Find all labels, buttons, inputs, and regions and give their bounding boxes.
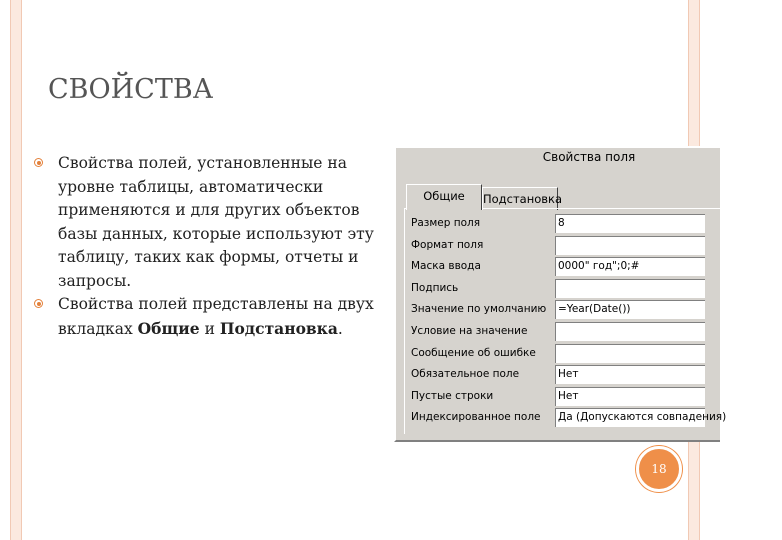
bullet-icon — [34, 299, 43, 308]
left-decorative-stripe — [10, 0, 22, 540]
property-value-field[interactable]: 0000" год";0;# — [555, 257, 705, 276]
bullet-bold-lookup: Подстановка — [219, 318, 338, 338]
bullet-text-1: Свойства полей, установленные на уровне таблицы, автоматически применяются и для других объектов базы данных, которые используют эту таблицу, таких как формы, отчеты и запросы. — [58, 154, 374, 290]
property-value-field[interactable]: Да (Допускаются совпадения) — [555, 408, 705, 427]
property-value-field[interactable] — [555, 279, 705, 298]
property-row-validation-text — [409, 343, 723, 365]
bullet-text-2-end: . — [337, 319, 343, 338]
property-label: Маска ввода — [411, 260, 481, 273]
property-value-field[interactable] — [555, 236, 705, 255]
property-label: Сообщение об ошибке — [411, 346, 536, 359]
property-value-field[interactable]: 8 — [555, 214, 705, 233]
property-row-indexed — [409, 407, 727, 429]
bullet-text-2-mid: и — [199, 319, 220, 338]
property-label: Подпись — [411, 281, 459, 294]
slide-title: СВОЙСТВА — [48, 74, 214, 105]
property-label: Пустые строки — [411, 389, 494, 402]
property-value-field[interactable]: Нет — [555, 387, 705, 406]
bullet-bold-general: Общие — [137, 318, 200, 338]
property-value-field[interactable]: =Year(Date()) — [555, 300, 705, 319]
property-label: Обязательное поле — [411, 368, 520, 381]
property-row-input-mask — [409, 256, 723, 278]
property-row-validation-rule — [409, 321, 723, 343]
property-label: Размер поля — [411, 217, 481, 229]
dialog-title: Свойства поля — [542, 150, 636, 164]
property-label: Индексированное поле — [411, 411, 541, 424]
bullet-list — [34, 152, 384, 341]
properties-table — [409, 213, 727, 429]
page-number-badge: 18 — [636, 446, 682, 492]
property-row-allow-zero-length — [409, 386, 723, 408]
bullet-text-2: Свойства полей представлены на двух вкладках — [58, 295, 374, 338]
bullet-icon — [34, 158, 43, 167]
tab-lookup[interactable]: Подстановка — [482, 187, 558, 210]
property-row-required — [409, 364, 723, 386]
property-label: Формат поля — [411, 238, 484, 251]
bullet-item-2 — [34, 293, 384, 341]
bullet-item-1 — [34, 152, 384, 293]
property-value-field[interactable]: Нет — [555, 365, 705, 384]
field-properties-dialog — [394, 146, 727, 442]
property-value-field[interactable] — [555, 322, 705, 341]
property-row-field-size — [409, 213, 723, 235]
property-label: Условие на значение — [411, 324, 528, 337]
property-value-field[interactable] — [555, 344, 705, 363]
properties-panel — [404, 208, 727, 434]
property-row-format — [409, 235, 723, 257]
property-row-caption — [409, 278, 723, 300]
tab-general[interactable]: Общие — [406, 184, 482, 210]
property-row-default-value — [409, 299, 723, 321]
property-label: Значение по умолчанию — [411, 303, 547, 316]
